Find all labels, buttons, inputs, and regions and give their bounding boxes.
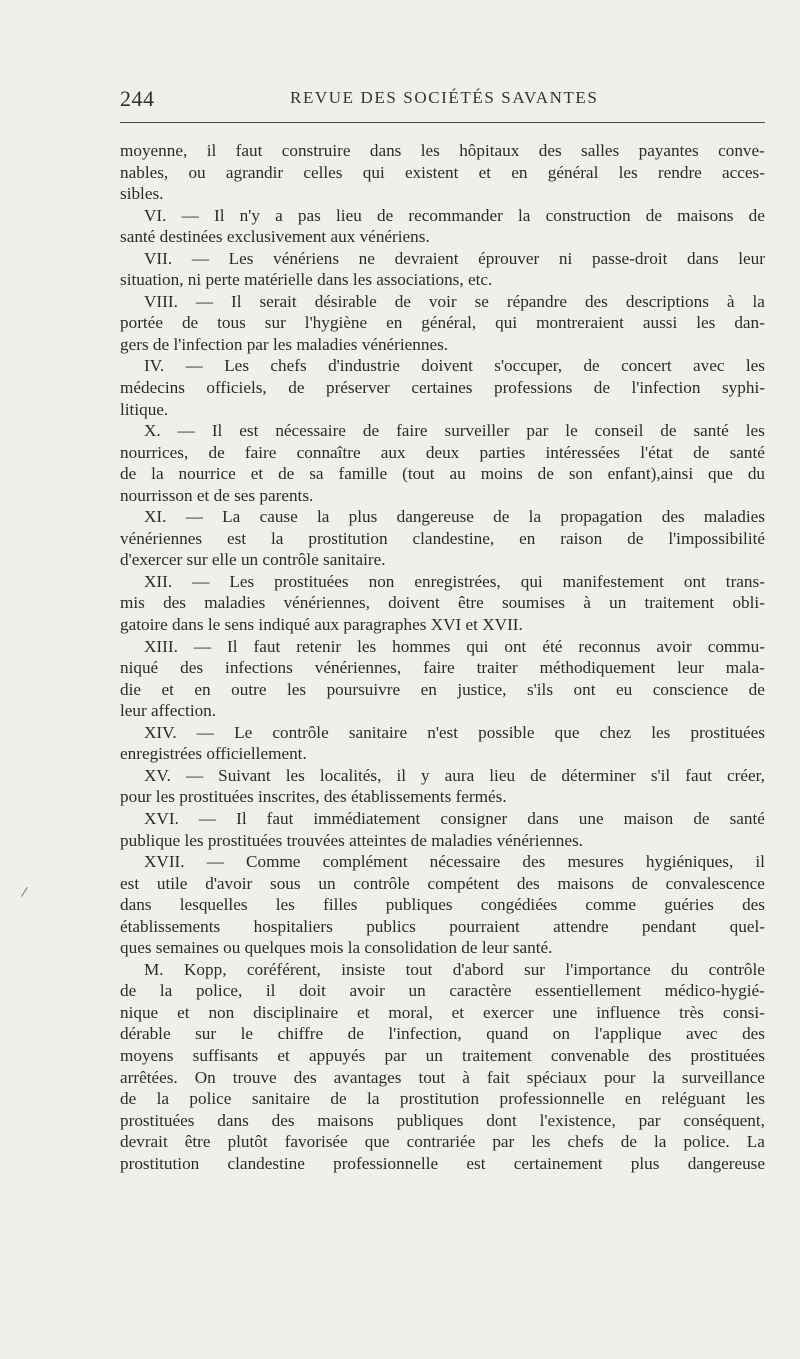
- text-line: moyens suffisants et appuyés par un traitement convenable des prostituées: [120, 1045, 765, 1065]
- text-line: sibles.: [120, 184, 164, 204]
- text-line: mis des maladies vénériennes, doivent être soumises à un traitement obli-: [120, 593, 765, 613]
- text-line: X. — Il est nécessaire de faire surveiller par le conseil de santé les: [144, 421, 765, 441]
- text-line: nourrisson et de ses parents.: [120, 485, 314, 505]
- text-line: enregistrées officiellement.: [120, 744, 307, 764]
- text-line: ques semaines ou quelques mois la consolidation de leur santé.: [120, 938, 553, 958]
- text-line: prostitution clandestine professionnelle est certainement plus dangereuse: [120, 1153, 765, 1173]
- text-line: litique.: [120, 399, 169, 419]
- text-line: publique les prostituées trouvées atteintes de maladies vénériennes.: [120, 830, 583, 850]
- text-line: situation, ni perte matérielle dans les associations, etc.: [120, 270, 493, 290]
- text-line: est utile d'avoir sous un contrôle compétent des maisons de convalescence: [120, 873, 765, 893]
- text-line: XI. — La cause la plus dangereuse de la propagation des maladies: [144, 507, 765, 527]
- running-title: REVUE DES SOCIÉTÉS SAVANTES: [290, 88, 599, 107]
- body-text: [120, 140, 765, 1174]
- text-line: santé destinées exclusivement aux vénériens.: [120, 227, 430, 247]
- text-line: vénériennes est la prostitution clandestine, en raison de l'impossibilité: [120, 528, 765, 548]
- text-line: leur affection.: [120, 701, 217, 721]
- text-line: dans lesquelles les filles publiques congédiées comme guéries des: [120, 895, 765, 915]
- text-line: pour les prostituées inscrites, des établissements fermés.: [120, 787, 507, 807]
- text-line: VII. — Les vénériens ne devraient éprouver ni passe-droit dans leur: [144, 248, 765, 268]
- text-line: die et en outre les poursuivre en justice, s'ils ont eu conscience de: [120, 679, 765, 699]
- text-line: M. Kopp, coréférent, insiste tout d'abord sur l'importance du contrôle: [144, 959, 765, 979]
- text-line: dérable sur le chiffre de l'infection, quand on l'applique avec des: [120, 1024, 765, 1044]
- text-line: établissements hospitaliers publics pourraient attendre pendant quel-: [120, 916, 765, 936]
- text-line: IV. — Les chefs d'industrie doivent s'occuper, de concert avec les: [144, 356, 765, 376]
- text-line: VI. — Il n'y a pas lieu de recommander la construction de maisons de: [144, 205, 765, 225]
- text-line: devrait être plutôt favorisée que contrariée par les chefs de la police. La: [120, 1132, 765, 1152]
- text-line: nique et non disciplinaire et moral, et exercer une influence très consi-: [120, 1002, 765, 1022]
- text-line: nourrices, de faire connaître aux deux parties intéressées l'état de santé: [120, 442, 765, 462]
- text-line: portée de tous sur l'hygiène en général, qui montreraient aussi les dan-: [120, 313, 765, 333]
- text-line: de la nourrice et de sa famille (tout au moins de son enfant),ainsi que du: [120, 464, 765, 484]
- text-line: nables, ou agrandir celles qui existent et en général les rendre acces-: [120, 162, 765, 182]
- text-line: XVII. — Comme complément nécessaire des mesures hygiéniques, il: [144, 852, 765, 872]
- text-line: gers de l'infection par les maladies vénériennes.: [120, 334, 449, 354]
- text-line: VIII. — Il serait désirable de voir se répandre des descriptions à la: [144, 291, 765, 311]
- text-line: XIV. — Le contrôle sanitaire n'est possible que chez les prostituées: [144, 722, 765, 742]
- text-line: XV. — Suivant les localités, il y aura lieu de déterminer s'il faut créer,: [144, 765, 765, 785]
- text-line: de la police sanitaire de la prostitution professionnelle en reléguant les: [120, 1089, 765, 1109]
- header-rule: [120, 122, 765, 123]
- text-line: XIII. — Il faut retenir les hommes qui ont été reconnus avoir commu-: [144, 636, 765, 656]
- text-line: moyenne, il faut construire dans les hôpitaux des salles payantes conve-: [120, 141, 765, 160]
- text-line: prostituées dans des maisons publiques dont l'existence, par conséquent,: [120, 1110, 765, 1130]
- text-line: médecins officiels, de préserver certaines professions de l'infection syphi-: [120, 378, 765, 398]
- text-line: XII. — Les prostituées non enregistrées, qui manifestement ont trans-: [144, 571, 765, 591]
- text-line: XVI. — Il faut immédiatement consigner dans une maison de santé: [144, 808, 765, 828]
- text-line: arrêtées. On trouve des avantages tout à fait spéciaux pour la surveillance: [120, 1067, 765, 1087]
- page-number: 244: [120, 86, 155, 111]
- text-line: de la police, il doit avoir un caractère essentiellement médico-hygié-: [120, 981, 765, 1001]
- page-header: [120, 86, 760, 114]
- text-line: d'exercer sur elle un contrôle sanitaire.: [120, 550, 386, 570]
- text-line: niqué des infections vénériennes, faire traiter méthodiquement leur mala-: [120, 658, 765, 678]
- margin-pencil-mark: /: [20, 883, 29, 902]
- text-line: gatoire dans le sens indiqué aux paragraphes XVI et XVII.: [120, 615, 523, 635]
